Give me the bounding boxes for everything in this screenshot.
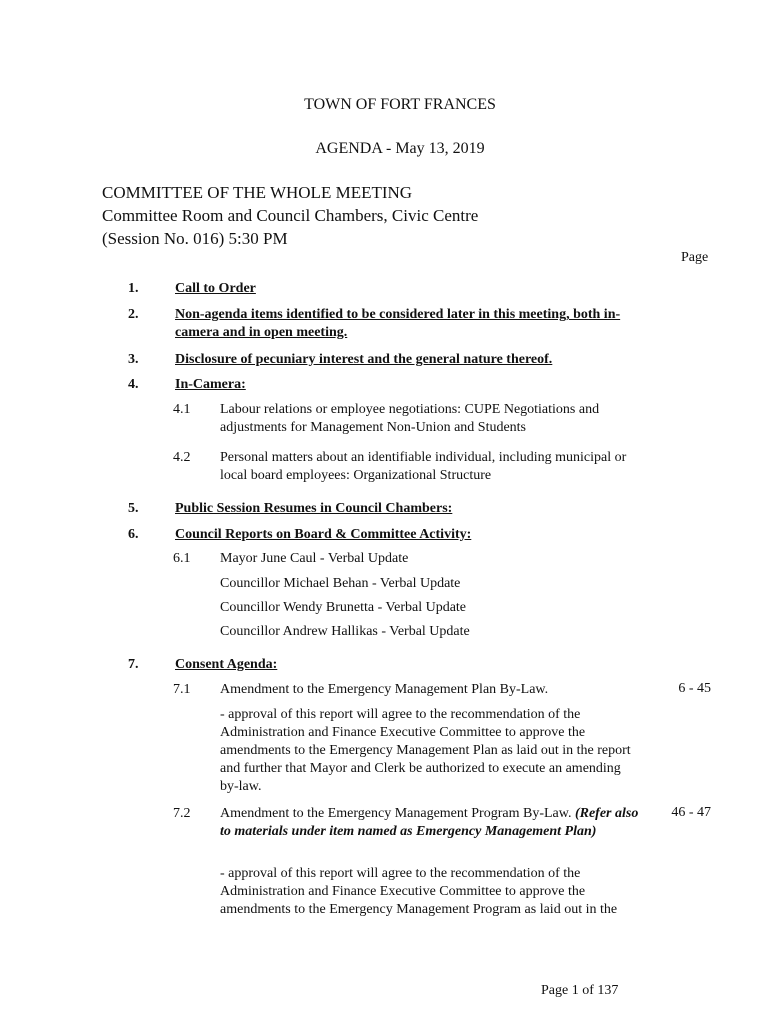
- subitem-text: Personal matters about an identifiable individual, including municipal or local board employees: Organizational Structure: [220, 450, 627, 483]
- item-title: Disclosure of pecuniary interest and the general nature thereof.: [175, 352, 553, 367]
- item-title: Consent Agenda:: [175, 657, 278, 672]
- subitem-description: - approval of this report will agree to the recommendation of the Administration and Finance Executive Committee to approve the amendments to the Emergency Management Program as laid out in the: [220, 866, 618, 917]
- subitem-description: - approval of this report will agree to the recommendation of the Administration and Finance Executive Committee to approve the amendments to the Emergency Management Plan as laid out in the report and further that Mayor and Clerk be authorized to execute an amending by-law.: [220, 707, 631, 794]
- verbal-update-line: Councillor Wendy Brunetta - Verbal Update: [220, 600, 467, 615]
- verbal-update-line: Mayor June Caul - Verbal Update: [220, 551, 409, 566]
- subitem-number: 4.2: [173, 450, 191, 465]
- verbal-update-line: Councillor Michael Behan - Verbal Update: [220, 576, 461, 591]
- item-title: Public Session Resumes in Council Chambers:: [175, 501, 453, 516]
- item-number: 4.: [128, 377, 139, 392]
- item-number: 2.: [128, 307, 139, 322]
- meeting-location: Committee Room and Council Chambers, Civic Centre: [102, 206, 479, 225]
- item-number: 6.: [128, 527, 139, 542]
- subitem-number: 7.1: [173, 682, 191, 697]
- town-title: TOWN OF FORT FRANCES: [304, 96, 496, 113]
- item-number: 5.: [128, 501, 139, 516]
- item-number: 3.: [128, 352, 139, 367]
- subitem-title: Amendment to the Emergency Management Plan By-Law.: [220, 682, 549, 697]
- item-number: 7.: [128, 657, 139, 672]
- subitem-title-block: [220, 805, 650, 841]
- agenda-date: AGENDA - May 13, 2019: [315, 140, 485, 157]
- subitem-number: 7.2: [173, 806, 191, 821]
- subitem-number: 4.1: [173, 402, 191, 417]
- page-range: 6 - 45: [678, 681, 711, 696]
- page-range: 46 - 47: [671, 805, 711, 820]
- item-title: Council Reports on Board & Committee Activity:: [175, 527, 472, 542]
- meeting-session: (Session No. 016) 5:30 PM: [102, 229, 288, 248]
- page-footer: Page 1 of 137: [541, 983, 619, 998]
- subitem-number: 6.1: [173, 551, 191, 566]
- item-title: Non-agenda items identified to be considered later in this meeting, both in-camera and in open meeting.: [175, 307, 621, 340]
- subitem-note: (Refer also to materials under item named as Emergency Management Plan): [220, 806, 639, 839]
- item-title: In-Camera:: [175, 377, 246, 392]
- subitem-title: Amendment to the Emergency Management Program By-Law.: [220, 806, 572, 821]
- item-number: 1.: [128, 281, 139, 296]
- page-column-label: Page: [681, 250, 709, 265]
- item-title: Call to Order: [175, 281, 256, 296]
- subitem-text: Labour relations or employee negotiations: CUPE Negotiations and adjustments for Management Non-Union and Students: [220, 402, 600, 435]
- meeting-title: COMMITTEE OF THE WHOLE MEETING: [102, 183, 413, 202]
- verbal-update-line: Councillor Andrew Hallikas - Verbal Update: [220, 624, 470, 639]
